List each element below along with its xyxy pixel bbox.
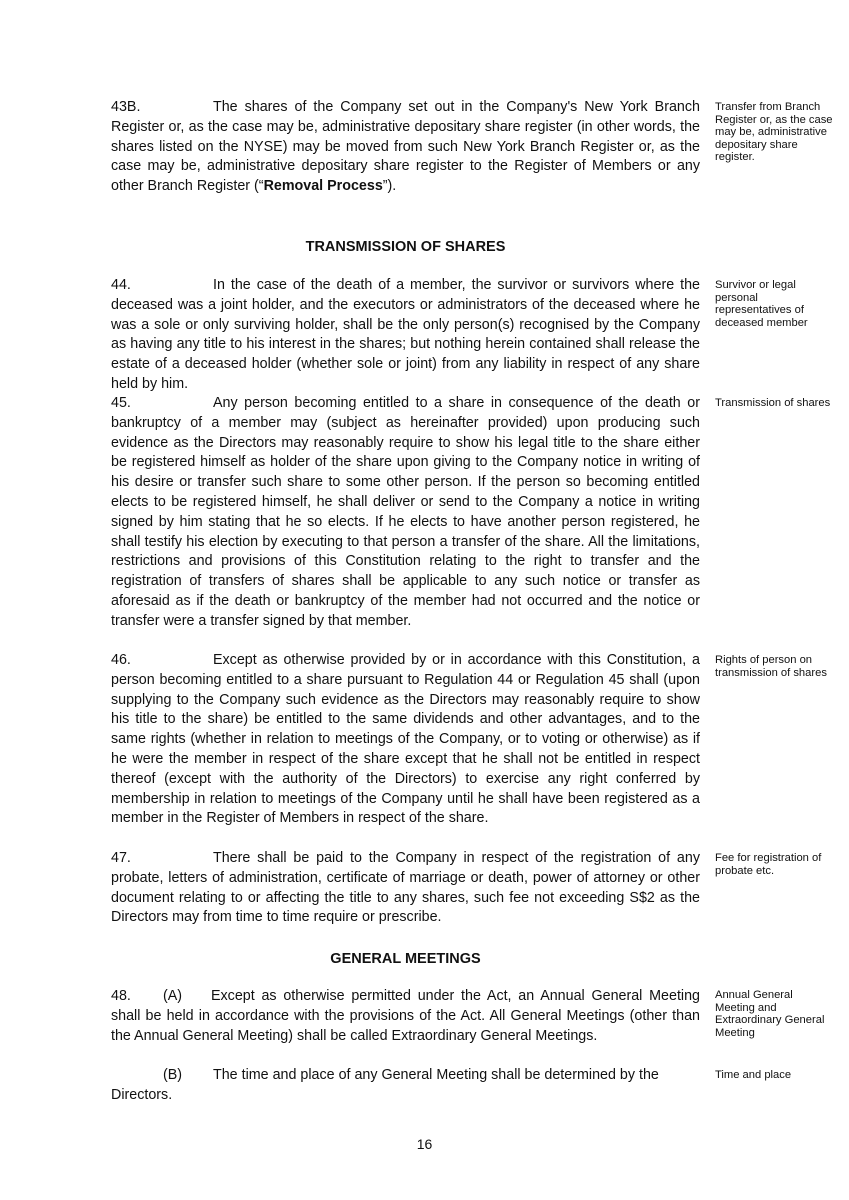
clause-number: 48.: [111, 988, 131, 1004]
clause-text: There shall be paid to the Company in respect of the registration of any probate, letters of administration, certificate of marriage or death, power of attorney or other document relating to or affecting the title to any shares, such fee not exceeding S$2 as the Directors may from time to time require or prescribe.: [111, 850, 700, 926]
margin-note-46: Rights of person on transmission of shares: [715, 654, 827, 679]
clause-text: Except as otherwise permitted under the Act, an Annual General Meeting shall be held in accordance with the provisions of the Act. All General Meetings (other than the Annual General Meeting) shall be called Extraordinary General Meetings.: [111, 988, 700, 1044]
clause-45: [111, 394, 700, 632]
clause-44: [111, 276, 700, 395]
margin-note-48a: Annual General Meeting and Extraordinary General Meeting: [715, 989, 825, 1039]
clause-43b: [111, 98, 700, 197]
clause-46: [111, 651, 700, 829]
clause-47: [111, 849, 700, 928]
margin-note-47: Fee for registration of probate etc.: [715, 852, 822, 877]
margin-note-44: Survivor or legal personal representatives of deceased member: [715, 279, 808, 329]
clause-text: Any person becoming entitled to a share in consequence of the death or bankruptcy of a member may (subject as hereinafter provided) upon producing such evidence as the Directors may reasonably require to show his legal title to the share either be registered himself as holder of the share upon giving to the Company notice in writing of his desire or transfer such share to some other person. If the person so becoming entitled elects to be registered himself, he shall deliver or send to the Company a notice in writing signed by him stating that he so elects. If he elects to have another person registered, he shall testify his election by executing to that person a transfer of the share. All the limitations, restrictions and provisions of this Constitution relating to the right to transfer and the registration of transfers of shares shall be applicable to any such notice or transfer as aforesaid as if the death or bankruptcy of the member had not occurred and the notice or transfer were a transfer signed by that member.: [111, 395, 700, 629]
margin-note-48b: Time and place: [715, 1069, 792, 1081]
clause-number: 44.: [111, 277, 131, 293]
clause-text: The time and place of any General Meeting shall be determined by the Directors.: [111, 1067, 659, 1103]
clause-48b: [111, 1066, 700, 1106]
clause-48a: [111, 987, 700, 1046]
margin-note-45: Transmission of shares: [715, 397, 831, 409]
page-number: 16: [416, 1136, 433, 1152]
clause-number: 43B.: [111, 99, 141, 115]
clause-number: 46.: [111, 652, 131, 668]
clause-label: (B): [163, 1067, 183, 1083]
section-heading-transmission: TRANSMISSION OF SHARES: [305, 239, 506, 255]
clause-text: The shares of the Company set out in the Company's New York Branch Register or, as the case may be, administrative depositary share register (in other words, the shares listed on the NYSE) may be moved from such New York Branch Register or, as the case may be, administrative depositary share register to the Register of Members or any other Branch Register (“: [111, 99, 700, 195]
clause-number: 45.: [111, 395, 131, 411]
section-heading-general-meetings: GENERAL MEETINGS: [330, 951, 481, 967]
clause-number: 47.: [111, 850, 131, 866]
clause-label: (A): [163, 988, 183, 1004]
margin-note-43b: Transfer from Branch Register or, as the case may be, administrative depositary share register.: [715, 101, 833, 164]
clause-text: Except as otherwise provided by or in accordance with this Constitution, a person becoming entitled to a share pursuant to Regulation 44 or Regulation 45 shall (upon supplying to the Company such evidence as the Directors may reasonably require to show his title to the share) be entitled to the same dividends and other advantages, and to the same rights (whether in relation to meetings of the Company, or to voting or otherwise) as if he were the member in respect of the share except that he shall not be entitled in respect thereof (except with the authority of the Directors) to exercise any right conferred by membership in relation to meetings of the Company until he shall have been registered as a member in the Register of Members in respect of the share.: [111, 652, 700, 827]
clause-text-end: ”).: [382, 178, 397, 195]
clause-text: In the case of the death of a member, the survivor or survivors where the deceased was a joint holder, and the executors or administrators of the deceased where he was a sole or only surviving holder, shall be the only person(s) recognised by the Company as having any title to his interest in the shares; but nothing herein contained shall release the estate of a deceased holder (whether sole or joint) from any liability in respect of any share held by him.: [111, 277, 700, 392]
defined-term: Removal Process: [263, 178, 383, 195]
